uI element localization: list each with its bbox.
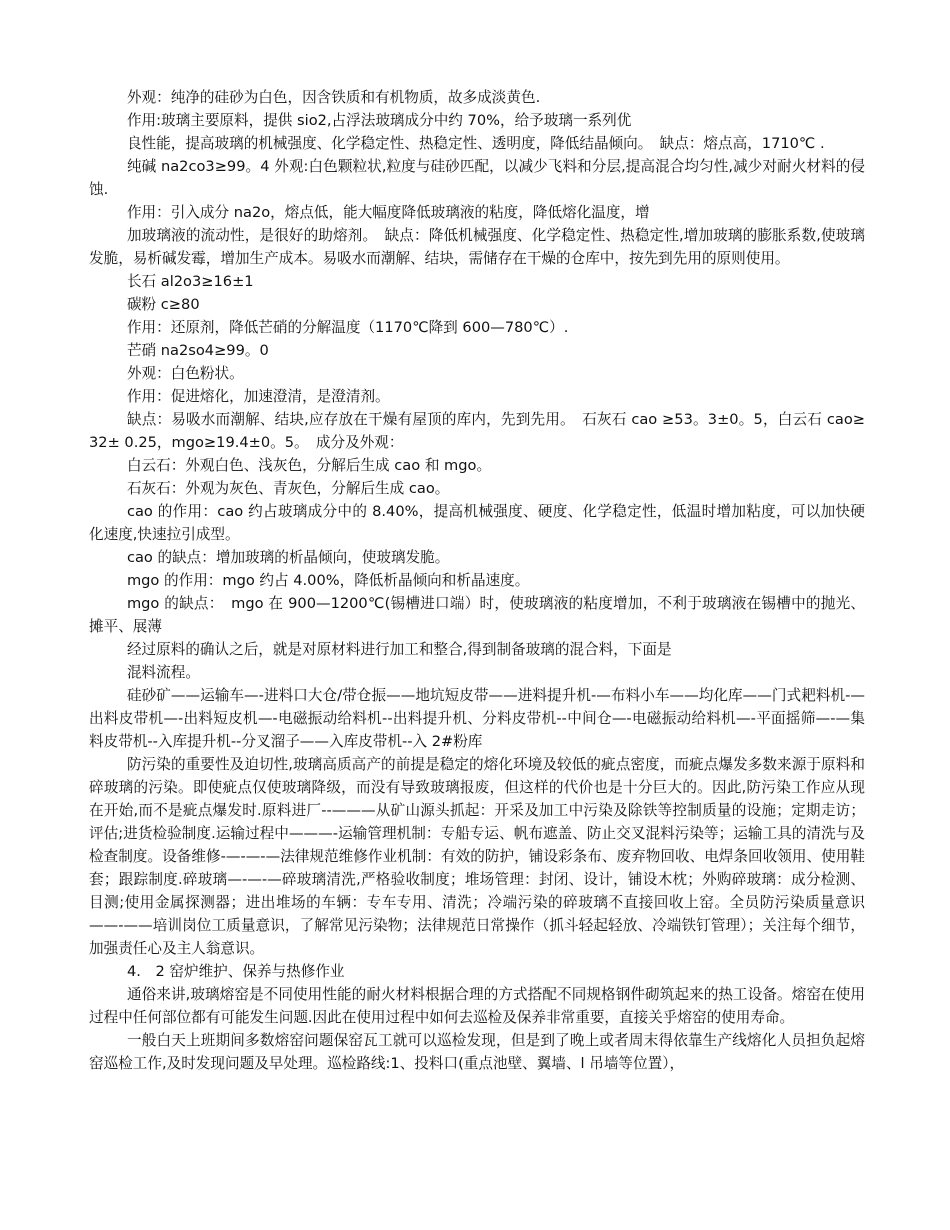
paragraph-mixing-process: 混料流程。 bbox=[126, 664, 200, 681]
paragraph-soda-ash: 纯碱 na2co3≥99。4 外观:白色颗粒状,粒度与硅砂匹配，以减少飞料和分层,提高混合均匀性,减少对耐火材料的侵蚀. bbox=[89, 158, 865, 198]
paragraph-carbon-function: 作用：还原剂，降低芒硝的分解温度（1170℃降到 600—780℃）. bbox=[126, 319, 569, 336]
paragraph-anti-contamination: 防污染的重要性及迫切性,玻璃高质高产的前提是稳定的熔化环境及较低的疵点密度，而疵点爆发多数来源于原料和碎玻璃的污染。即使疵点仅使玻璃降级，而没有导致玻璃报废，但这样的代价也是十分巨大的。因此,防污染工作应从现在开始,而不是疵点爆发时.原料进厂--———从矿山源头抓起：开采及加工中污染及除铁等控制质量的设施；定期走访；评估;进货检验制度.运输过程中———-运输管理机制：专船专运、帆布遮盖、防止交叉混料污染等；运输工具的清洗与及检查制度。设备维修-—-—-—法律规范维修作业机制：有效的防护，铺设彩条布、废弃物回收、电焊条回收领用、使用鞋套；跟踪制度.碎玻璃—-—-—碎玻璃清洗,严格验收制度；堆场管理：封闭、设计，铺设木枕；外购碎玻璃：成分检测、目测;使用金属探测器；进出堆场的车辆：专车专用、清洗；冷端污染的碎玻璃不直接回收上窑。全员防污染质量意识——-——培训岗位工质量意识，了解常见污染物；法律规范日常操作（抓斗轻起轻放、冷端铁钉管理）；关注每个细节，加强责任心及主人翁意识。 bbox=[89, 756, 865, 957]
paragraph-mirabilite-drawbacks: 缺点：易吸水而潮解、结块,应存放在干燥有屋顶的库内，先到先用。 石灰石 cao ≥53。3±0。5，白云石 cao≥32± 0.25，mgo≥19.4±0。5。 成分及外观： bbox=[89, 411, 865, 451]
paragraph-silica-properties: 良性能，提高玻璃的机械强度、化学稳定性、热稳定性、透明度，降低结晶倾向。 缺点：熔点高，1710℃ . bbox=[126, 135, 825, 152]
paragraph-soda-drawbacks: 加玻璃液的流动性，是很好的助熔剂。 缺点：降低机械强度、化学稳定性、热稳定性,增加玻璃的膨胀系数,使玻璃发脆，易析碱发霉，增加生产成本。易吸水而潮解、结块，需储存在干燥的仓库中，按先到先用的原则使用。 bbox=[89, 227, 865, 267]
paragraph-cao-drawbacks: cao 的缺点：增加玻璃的析晶倾向，使玻璃发脆。 bbox=[126, 549, 450, 566]
paragraph-furnace-overview: 通俗来讲,玻璃熔窑是不同使用性能的耐火材料根据合理的方式搭配不同规格钢件砌筑起来的热工设备。熔窑在使用过程中任何部位都有可能发生问题.因此在使用过程中如何去巡检及保养非常重要，直接关乎熔窑的使用寿命。 bbox=[89, 986, 865, 1026]
paragraph-silica-appearance: 外观：纯净的硅砂为白色，因含铁质和有机物质，故多成淡黄色. bbox=[126, 89, 541, 106]
paragraph-mirabilite: 芒硝 na2so4≥99。0 bbox=[126, 342, 269, 359]
paragraph-feldspar: 长石 al2o3≥16±1 bbox=[126, 273, 254, 290]
paragraph-mirabilite-function: 作用：促进熔化，加速澄清，是澄清剂。 bbox=[126, 388, 390, 405]
paragraph-mgo-drawbacks: mgo 的缺点： mgo 在 900—1200℃(锡槽进口端）时，使玻璃液的粘度增加，不利于玻璃液在锡槽中的抛光、摊平、展薄 bbox=[89, 595, 865, 635]
paragraph-silica-function: 作用:玻璃主要原料，提供 sio2,占浮法玻璃成分中约 70%，给予玻璃一系列优 bbox=[126, 112, 632, 129]
paragraph-soda-function: 作用：引入成分 na2o，熔点低，能大幅度降低玻璃液的粘度，降低熔化温度，增 bbox=[126, 204, 650, 221]
section-heading-furnace-maintenance: 4. 2 窑炉维护、保养与热修作业 bbox=[126, 963, 345, 980]
paragraph-mgo-function: mgo 的作用：mgo 约占 4.00%，降低析晶倾向和析晶速度。 bbox=[126, 572, 530, 589]
paragraph-flow-chain: 硅砂矿——运输车—-进料口大仓/带仓振——地坑短皮带——进料提升机-—布料小车——均化库——门式耙料机-—出料皮带机—-出料短皮机—-电磁振动给料机--出料提升机、分料皮带机--中间仓—-电磁振动给料机—-平面摇筛—-—集料皮带机--入库提升机--分叉溜子——入库皮带机--入 2#粉库 bbox=[89, 687, 865, 750]
paragraph-inspection-route: 一般白天上班期间多数熔窑问题保窑瓦工就可以巡检发现，但是到了晚上或者周末得依靠生产线熔化人员担负起熔窑巡检工作,及时发现问题及早处理。巡检路线:1、投料口(重点池壁、翼墙、l 吊墙等位置）， bbox=[89, 1032, 865, 1072]
paragraph-mirabilite-appearance: 外观：白色粉状。 bbox=[126, 365, 244, 382]
paragraph-limestone: 石灰石：外观为灰色、青灰色，分解后生成 cao。 bbox=[126, 480, 450, 497]
paragraph-processing-intro: 经过原料的确认之后，就是对原材料进行加工和整合,得到制备玻璃的混合料，下面是 bbox=[126, 641, 672, 658]
paragraph-carbon-powder: 碳粉 c≥80 bbox=[126, 296, 200, 313]
paragraph-dolomite: 白云石：外观白色、浅灰色，分解后生成 cao 和 mgo。 bbox=[126, 457, 492, 474]
paragraph-cao-function: cao 的作用：cao 约占玻璃成分中的 8.40%，提高机械强度、硬度、化学稳定性，低温时增加粘度，可以加快硬化速度,快速拉引成型。 bbox=[89, 503, 865, 543]
